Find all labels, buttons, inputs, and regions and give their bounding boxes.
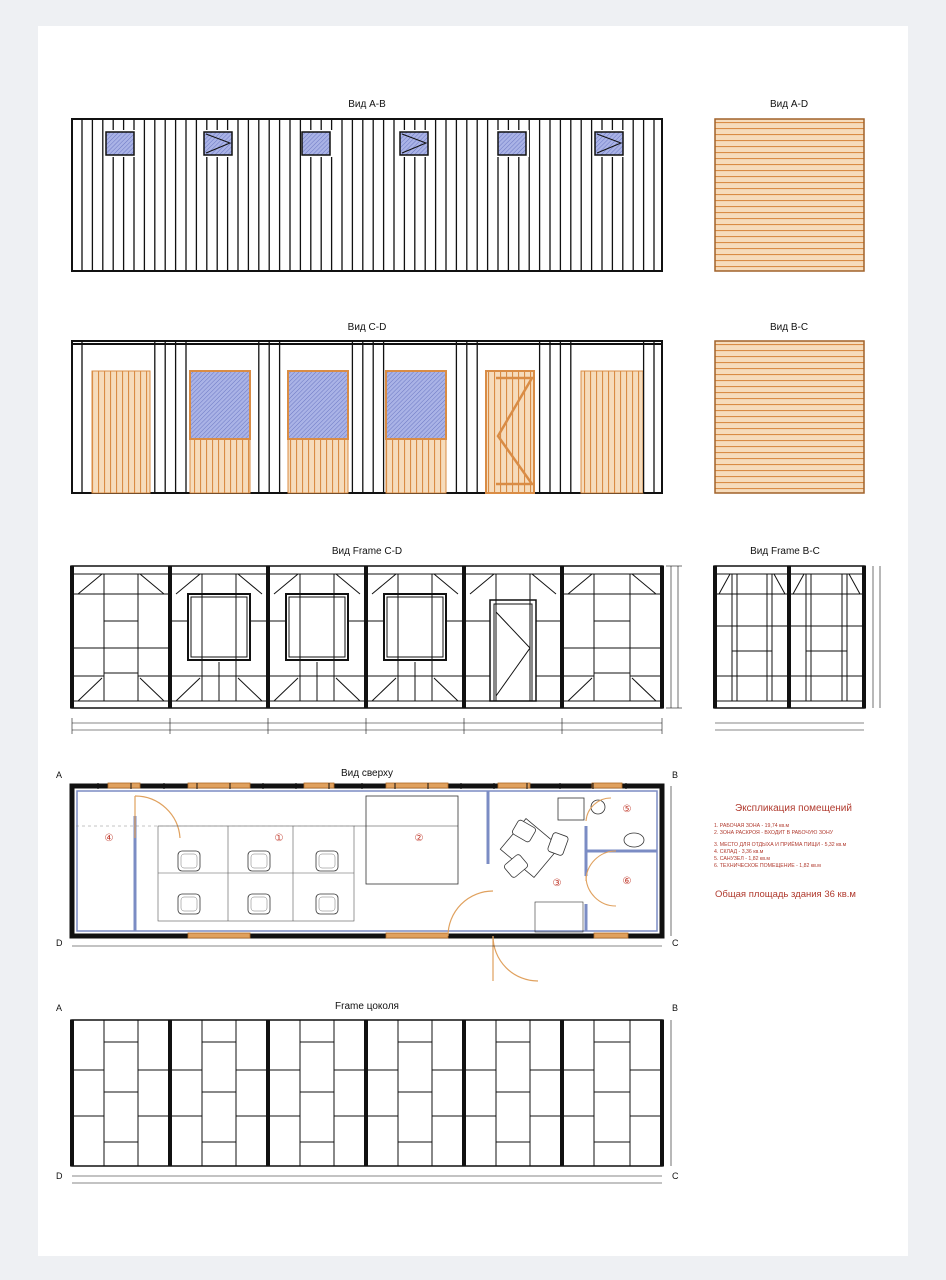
- floor-plan: [72, 783, 671, 981]
- window-cd-3: [386, 371, 446, 439]
- room-label-5: ⑤: [622, 804, 632, 815]
- view-bc-elevation: [715, 341, 864, 493]
- room-label-4: ④: [104, 833, 114, 844]
- plan-corner-c: C: [672, 938, 679, 948]
- view-ad-elevation: [715, 119, 864, 271]
- view-ab-elevation: [72, 119, 662, 271]
- view-cd-title: Вид C-D: [347, 322, 387, 333]
- room-label-2: ②: [414, 833, 424, 844]
- plinth-corner-b: B: [672, 1003, 679, 1013]
- window-ab-3: [302, 132, 330, 155]
- legend-title: Экспликация помещений: [735, 803, 852, 814]
- frame-cd-drawing: [71, 566, 683, 734]
- frame-bc-title: Вид Frame B-C: [750, 546, 820, 557]
- plan-corner-a: A: [56, 770, 63, 780]
- frame-cd-title: Вид Frame C-D: [331, 546, 403, 557]
- room-label-3: ③: [552, 878, 562, 889]
- legend-item-4: 4. СКЛАД - 3,36 кв.м: [714, 849, 764, 855]
- plan-title: Вид сверху: [340, 768, 394, 779]
- plinth-frame: [71, 1020, 672, 1183]
- window-cd-1: [190, 371, 250, 439]
- plinth-corner-a: A: [56, 1003, 63, 1013]
- room-label-1: ①: [274, 833, 284, 844]
- plan-corner-b: B: [672, 770, 679, 780]
- plinth-corner-d: D: [56, 1171, 63, 1181]
- drawing-sheet: [38, 26, 908, 1256]
- legend-item-2: 2. ЗОНА РАСКРОЯ - ВХОДИТ В РАБОЧУЮ ЗОНУ: [714, 830, 833, 836]
- view-ab-title: Вид A-B: [348, 99, 386, 110]
- door-elevation: [486, 371, 534, 493]
- window-cd-2: [288, 371, 348, 439]
- plan-corner-d: D: [56, 938, 63, 948]
- legend-item-6: 6. ТЕХНИЧЕСКОЕ ПОМЕЩЕНИЕ - 1,82 кв.м: [714, 863, 821, 869]
- view-ad-title: Вид A-D: [769, 99, 809, 110]
- plinth-title: Frame цоколя: [335, 1001, 399, 1012]
- plinth-corner-c: C: [672, 1171, 679, 1181]
- window-ab-1: [106, 132, 134, 155]
- window-ab-5: [498, 132, 526, 155]
- view-bc-title: Вид B-C: [769, 322, 809, 333]
- legend-item-1: 1. РАБОЧАЯ ЗОНА - 19,74 кв.м: [714, 823, 790, 829]
- legend-total-area: Общая площадь здания 36 кв.м: [715, 889, 856, 900]
- view-cd-elevation: [72, 341, 662, 493]
- frame-bc-drawing: [714, 566, 881, 730]
- room-label-6: ⑥: [622, 876, 632, 887]
- architectural-drawing: [38, 26, 908, 1256]
- legend-item-5: 5. САНУЗЕЛ - 1,82 кв.м: [714, 856, 770, 862]
- room-legend: [714, 803, 856, 900]
- legend-item-3: 3. МЕСТО ДЛЯ ОТДЫХА И ПРИЁМА ПИЩИ - 5,32 кв.м: [714, 842, 847, 848]
